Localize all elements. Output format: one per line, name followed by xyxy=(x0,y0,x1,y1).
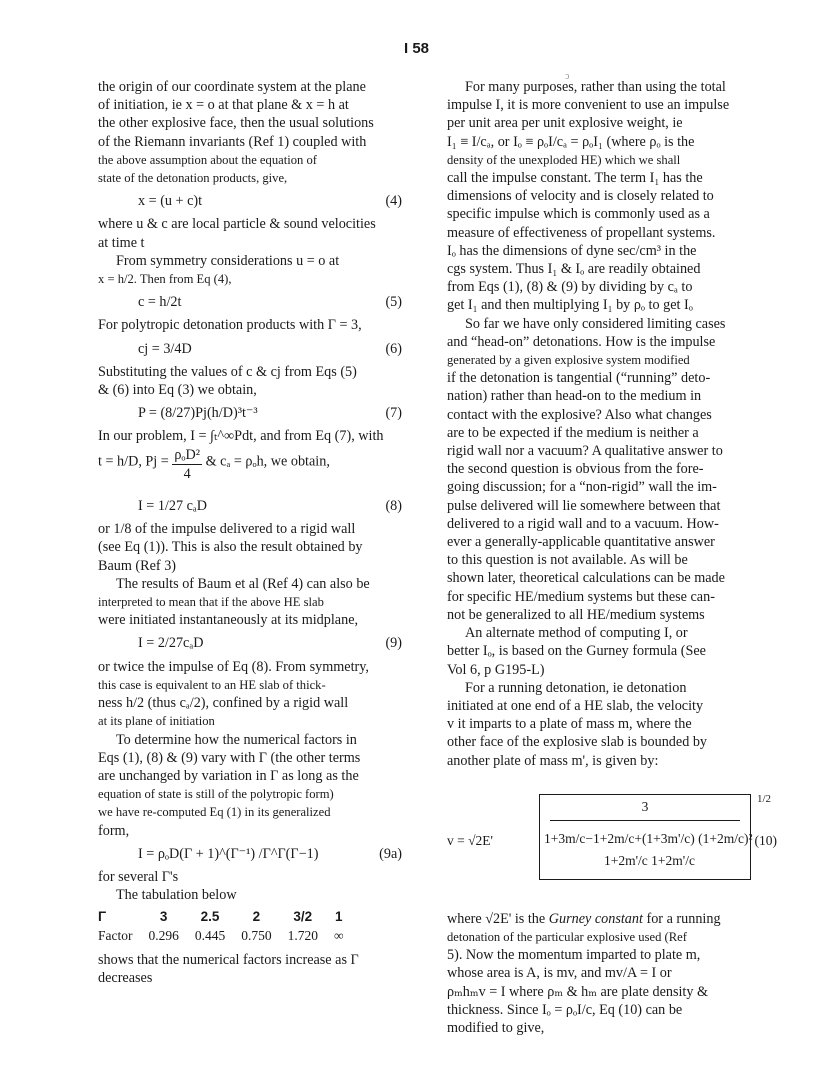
text-line: get I₁ and then multiplying I₁ by ρₒ to get Iₒ xyxy=(447,297,693,314)
text-line: An alternate method of computing I, or xyxy=(465,625,688,642)
equation-8 xyxy=(98,497,420,515)
fraction xyxy=(172,446,202,483)
equation-9a xyxy=(98,845,420,863)
text-line: another plate of mass m', is given by: xyxy=(447,752,659,769)
table-header-cell: 3/2 xyxy=(293,909,313,925)
right-paragraph-1 xyxy=(447,78,777,315)
text-line: not be generalized to all HE/medium systems xyxy=(447,606,705,623)
text-line: if the detonation is tangential (“running” deto- xyxy=(447,370,711,387)
table-header-cell: 1 xyxy=(335,909,343,925)
text-line: this case is equivalent to an HE slab of thick- xyxy=(98,677,326,692)
left-column xyxy=(98,78,420,987)
text-fragment: for a running xyxy=(642,910,721,927)
text-fragment: t = h/D, Pj = xyxy=(98,453,173,470)
text-line: are unchanged by variation in Γ as long as the xyxy=(98,767,359,784)
left-paragraph-6 xyxy=(98,427,420,483)
left-paragraph-5 xyxy=(98,363,420,399)
text-line: Baum (Ref 3) xyxy=(98,557,177,574)
text-line: nation) rather than head-on to the medium in xyxy=(447,388,702,405)
text-line: cgs system. Thus I₁ & Iₒ are readily obtained xyxy=(447,261,701,278)
text-line: are to be expected if the medium is neither a xyxy=(447,424,699,441)
fraction-bar xyxy=(550,820,740,821)
equation-number: (4) xyxy=(385,193,402,210)
text-line: & (6) into Eq (3) we obtain, xyxy=(98,382,257,399)
equation-body: I = 1/27 cₐD xyxy=(138,498,208,515)
text-line: modified to give, xyxy=(447,1019,545,1036)
equation-body: c = h/2t xyxy=(138,294,182,311)
text-line: Eqs (1), (8) & (9) vary with Γ (the other terms xyxy=(98,749,361,766)
equation-body: cj = 3/4D xyxy=(138,340,192,357)
text-line: I₁ ≡ I/cₐ, or Iₒ ≡ ρₒI/cₐ = ρₒI₁ (where ρₒ is the xyxy=(447,133,695,150)
text-line: better Iₒ, is based on the Gurney formula (See xyxy=(447,643,706,660)
table-cell: ∞ xyxy=(334,927,344,943)
text-line: detonation of the particular explosive used (Ref xyxy=(447,929,687,944)
text-line: whose area is A, is mv, and mv/A = I or xyxy=(447,965,672,982)
text-line: rigid wall nor a vacuum? A qualitative answer to xyxy=(447,443,723,460)
text-line: the origin of our coordinate system at the plane xyxy=(98,79,366,95)
text-line: Vol 6, p G195-L) xyxy=(447,661,545,678)
text-line: were initiated instantaneously at its midplane, xyxy=(98,612,359,629)
text-line: Iₒ has the dimensions of dyne sec/cm³ in the xyxy=(447,242,697,259)
equation-number: (8) xyxy=(385,498,402,515)
left-paragraph-1 xyxy=(98,78,420,187)
text-fragment: where √2E' is the xyxy=(447,910,549,927)
text-line: at time t xyxy=(98,234,145,251)
text-line: delivered to a rigid wall and to a vacuum. How- xyxy=(447,515,719,532)
text-line: generated by a given explosive system modified xyxy=(447,353,690,368)
equation-number: (10) xyxy=(754,832,777,848)
table-header-cell: Γ xyxy=(98,909,107,925)
right-paragraph-2 xyxy=(447,315,777,624)
equation-number: (7) xyxy=(385,405,402,422)
equation-denominator-line1: 1+3m/c−1+2m/c+(1+3m'/c) (1+2m/c)² xyxy=(544,830,753,846)
text-line: at its plane of initiation xyxy=(98,714,215,729)
fraction-denominator: 4 xyxy=(183,465,191,482)
left-paragraph-3 xyxy=(98,252,420,288)
left-paragraph-7 xyxy=(98,520,420,575)
equation-body: I = 2/27cₐD xyxy=(138,635,204,652)
text-line: In our problem, I = ∫ₜ^∞Pdt, and from Eq (7), with xyxy=(98,428,384,445)
right-paragraph-3 xyxy=(447,624,777,679)
equation-9 xyxy=(98,634,420,652)
left-paragraph-9 xyxy=(98,658,420,731)
text-line: the above assumption about the equation of xyxy=(98,152,317,167)
equation-4 xyxy=(98,192,420,210)
text-line: specific impulse which is commonly used as a xyxy=(447,206,710,223)
text-line: initiated at one end of a HE slab, the velocity xyxy=(447,697,704,714)
left-paragraph-4: For polytropic detonation products with Γ = 3, xyxy=(98,317,362,334)
table-header-cell: 2.5 xyxy=(200,909,220,925)
text-line: call the impulse constant. The term I₁ has the xyxy=(447,170,703,187)
equation-number: (9a) xyxy=(379,845,402,862)
text-line: per unit area per unit explosive weight, ie xyxy=(447,115,683,132)
equation-number: (6) xyxy=(385,340,402,357)
equation-number: (9) xyxy=(385,635,402,652)
left-paragraph-8 xyxy=(98,575,420,630)
table-header-cell: 3 xyxy=(159,909,168,925)
equation-denominator-line2: 1+2m'/c 1+2m'/c xyxy=(604,852,695,868)
text-line: For a running detonation, ie detonation xyxy=(465,679,687,696)
gurney-constant-term: Gurney constant xyxy=(548,910,643,927)
text-line: other face of the explosive slab is bounded by xyxy=(447,734,708,751)
equation-body: P = (8/27)Pj(h/D)³t⁻³ xyxy=(138,405,258,422)
text-line: dimensions of velocity and is closely related to xyxy=(447,188,714,205)
table-cell: 0.445 xyxy=(194,927,226,943)
text-line: where u & c are local particle & sound velocities xyxy=(98,216,376,233)
text-line: of initiation, ie x = o at that plane & x = h at xyxy=(98,97,349,114)
table-header-row xyxy=(98,908,352,926)
text-line: thickness. Since Iₒ = ρₒI/c, Eq (10) can be xyxy=(447,1001,683,1018)
text-line: (see Eq (1)). This is also the result obtained by xyxy=(98,539,363,556)
text-line: state of the detonation products, give, xyxy=(98,171,288,186)
text-line: from Eqs (1), (8) & (9) by dividing by cₐ to xyxy=(447,279,693,296)
equation-body: x = (u + c)t xyxy=(138,193,203,210)
right-column xyxy=(447,71,777,1037)
equation-lhs: v = √2E' xyxy=(447,832,493,848)
text-line: Substituting the values of c & cj from Eqs (5) xyxy=(98,363,357,380)
table-cell: 0.750 xyxy=(241,927,272,943)
left-paragraph-2 xyxy=(98,215,420,251)
right-paragraph-5 xyxy=(447,910,777,1037)
left-paragraph-12: The tabulation below xyxy=(116,887,237,904)
text-line: pulse delivered will lie somewhere between that xyxy=(447,497,721,514)
left-paragraph-10 xyxy=(98,731,420,840)
text-line: measure of effectiveness of propellant systems. xyxy=(447,224,716,241)
text-line: ness h/2 (thus cₐ/2), confined by a rigid wall xyxy=(98,695,349,712)
text-line: So far we have only considered limiting cases xyxy=(465,315,726,332)
equation-6 xyxy=(98,340,420,358)
text-line: ever a generally-applicable quantitative answer xyxy=(447,534,715,551)
text-line: to this question is not available. As will be xyxy=(447,552,688,569)
text-fragment: & cₐ = ρₒh, we obtain, xyxy=(205,453,330,470)
text-line: v it imparts to a plate of mass m, where the xyxy=(447,716,692,733)
table-header-cell: 2 xyxy=(252,909,261,925)
equation-5 xyxy=(98,293,420,311)
text-line: For many purposes, rather than using the total xyxy=(465,79,726,95)
table-cell: 1.720 xyxy=(287,927,318,943)
right-paragraph-4 xyxy=(447,679,777,770)
text-line: To determine how the numerical factors in xyxy=(116,731,357,748)
text-line: or twice the impulse of Eq (8). From symmetry, xyxy=(98,658,369,675)
text-line: From symmetry considerations u = o at xyxy=(116,252,340,269)
text-line: for specific HE/medium systems but these can- xyxy=(447,588,715,605)
text-line: shown later, theoretical calculations can be made xyxy=(447,570,725,587)
gamma-factor-table xyxy=(98,908,352,944)
text-line: the other explosive face, then the usual solutions xyxy=(98,115,374,132)
equation-exponent: 1/2 xyxy=(757,792,772,805)
equation-bracket xyxy=(539,794,751,880)
stray-mark: ↄ xyxy=(565,71,570,82)
text-line-with-fraction xyxy=(98,446,420,483)
equation-10 xyxy=(447,786,777,896)
text-line: decreases xyxy=(98,969,153,986)
text-line: we have re-computed Eq (1) in its generalized xyxy=(98,805,331,820)
text-line: interpreted to mean that if the above HE slab xyxy=(98,595,324,610)
text-line: going discussion; for a “non-rigid” wall the im- xyxy=(447,479,717,496)
equation-numerator: 3 xyxy=(641,798,649,814)
text-line: equation of state is still of the polytropic form) xyxy=(98,787,334,802)
table-row xyxy=(98,927,352,945)
text-line: contact with the explosive? Also what changes xyxy=(447,406,712,423)
text-line: x = h/2. Then from Eq (4), xyxy=(98,272,232,287)
text-line: shows that the numerical factors increase as Γ xyxy=(98,951,359,968)
text-line: 5). Now the momentum imparted to plate m, xyxy=(447,947,701,964)
equation-body: I = ρₒD(Γ + 1)^(Γ⁻¹) /Γ^Γ(Γ−1) xyxy=(138,845,319,862)
text-line: impulse I, it is more convenient to use an impulse xyxy=(447,97,730,114)
text-line: of the Riemann invariants (Ref 1) coupled with xyxy=(98,133,367,150)
equation-number: (5) xyxy=(385,294,402,311)
text-line: form, xyxy=(98,822,130,839)
text-line xyxy=(447,910,777,928)
fraction-numerator: ρₒD² xyxy=(172,446,202,465)
text-line: and “head-on” detonations. How is the impulse xyxy=(447,333,716,350)
left-paragraph-13 xyxy=(98,951,420,987)
page-number: I 58 xyxy=(403,40,430,57)
text-line: density of the unexploded HE) which we shall xyxy=(447,152,681,167)
equation-7 xyxy=(98,404,420,422)
text-line: or 1/8 of the impulse delivered to a rigid wall xyxy=(98,521,356,538)
table-cell: 0.296 xyxy=(148,927,179,943)
table-cell: Factor xyxy=(98,927,133,943)
text-line: The results of Baum et al (Ref 4) can also be xyxy=(116,575,370,592)
text-line: the second question is obvious from the fore- xyxy=(447,461,704,478)
left-paragraph-11: for several Γ's xyxy=(98,868,179,885)
text-line: ρₘhₘv = I where ρₘ & hₘ are plate density & xyxy=(447,983,709,1000)
